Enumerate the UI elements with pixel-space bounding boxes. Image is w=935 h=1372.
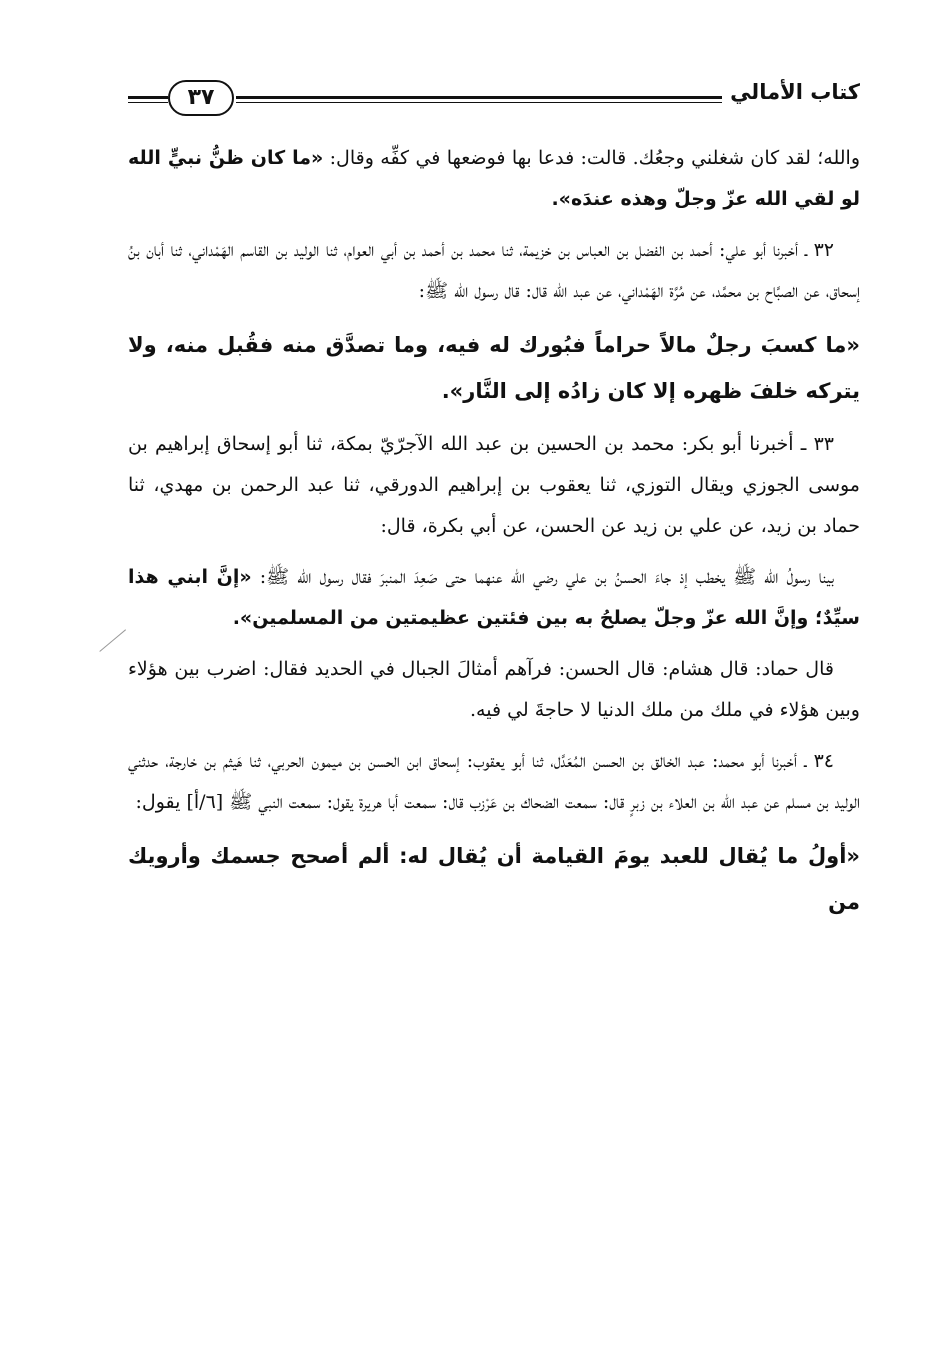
margin-mark	[99, 629, 126, 652]
hadith-32-chain: ٣٢ ـ أخبرنا أبو علي: أحمد بن الفضل بن العباس بن خزيمة، ثنا محمد بن أحمد بن أبي العوام، ثنا الوليد بن القاسم الهَمْداني، ثنا أبان بنُ إسحاق، عن الصبَّاح بن محمَّد، عن مُرَّة الهَمْداني، عن عبد الله قال: قال رسول الله ﷺ:	[128, 239, 860, 302]
page-number: ٣٧	[168, 80, 234, 116]
hammad-narration: قال حماد: قال هشام: قال الحسن: فرآهم أمثالَ الجبال في الحديد فقال: اضرب بين هؤلاء وبين هؤلاء في ملك من ملك الدنيا لا حاجةَ لي فيه.	[128, 658, 860, 721]
hadith-quote: «إنَّ ابني هذا سيِّدٌ؛ وإنَّ الله عزّ وجلّ يصلحُ به بين فئتين عظيمتين من المسلمين».	[128, 566, 860, 629]
hadith-33-chain: ٣٣ ـ أخبرنا أبو بكر: محمد بن الحسين بن عبد الله الآجرّيّ بمكة، ثنا أبو إسحاق إبراهيم بن موسى الجوزي ويقال التوزي، ثنا يعقوب بن إبراهيم الدورقي، ثنا عبد الرحمن بن مهدي، ثنا حماد بن زيد، عن علي بن زيد عن الحسن، عن أبي بكرة، قال:	[128, 433, 860, 537]
page-body	[128, 138, 860, 925]
header-rule-right	[236, 96, 722, 103]
book-title: كتاب الأمالي	[730, 80, 860, 104]
paragraph-1	[128, 138, 860, 220]
paragraph-text: بينا رسولُ الله ﷺ يخطب إذ جاءَ الحسنُ بن علي رضي الله عنهما حتى صَعِدَ المنبرَ فقال رسول الله ﷺ:	[251, 566, 834, 588]
header-rule-left	[128, 96, 168, 103]
paragraph-text: والله؛ لقد كان شغلني وجعُك. قالت: فدعا بها فوضعها في كفِّه وقال:	[323, 147, 860, 169]
page-header	[128, 70, 860, 126]
hadith-32-text: «ما كسبَ رجلٌ مالاً حراماً فبُورك له فيه، وما تصدَّق منه فقُبل منه، ولا يتركه خلفَ ظهره إلا كان زادُه إلى النَّار».	[128, 333, 860, 403]
hadith-33-text	[128, 557, 860, 639]
hadith-quote: «ما كان ظنُّ نبيٍّ الله لو لقي الله عزّ وجلّ وهذه عندَه».	[128, 147, 860, 210]
hadith-34-chain: ٣٤ ـ أخبرنا أبو محمد: عبد الخالق بن الحسن المُعَدَّل، ثنا أبو يعقوب: إسحاق ابن الحسن بن ميمون الحربي، ثنا هَيثم بن خارجة، حدثني الوليد بن مسلم عن عبد الله بن العلاء بن زبرٍ قال: سمعت الضحاك بن عَرْزب قال: سمعت أبا هريرة يقول: سمعت النبي ﷺ [٦/أ] يقول:	[128, 750, 860, 813]
hadith-34-text: «أولُ ما يُقال للعبد يومَ القيامة أن يُقال له: ألم أصحح جسمك وأرويك من	[128, 844, 860, 914]
